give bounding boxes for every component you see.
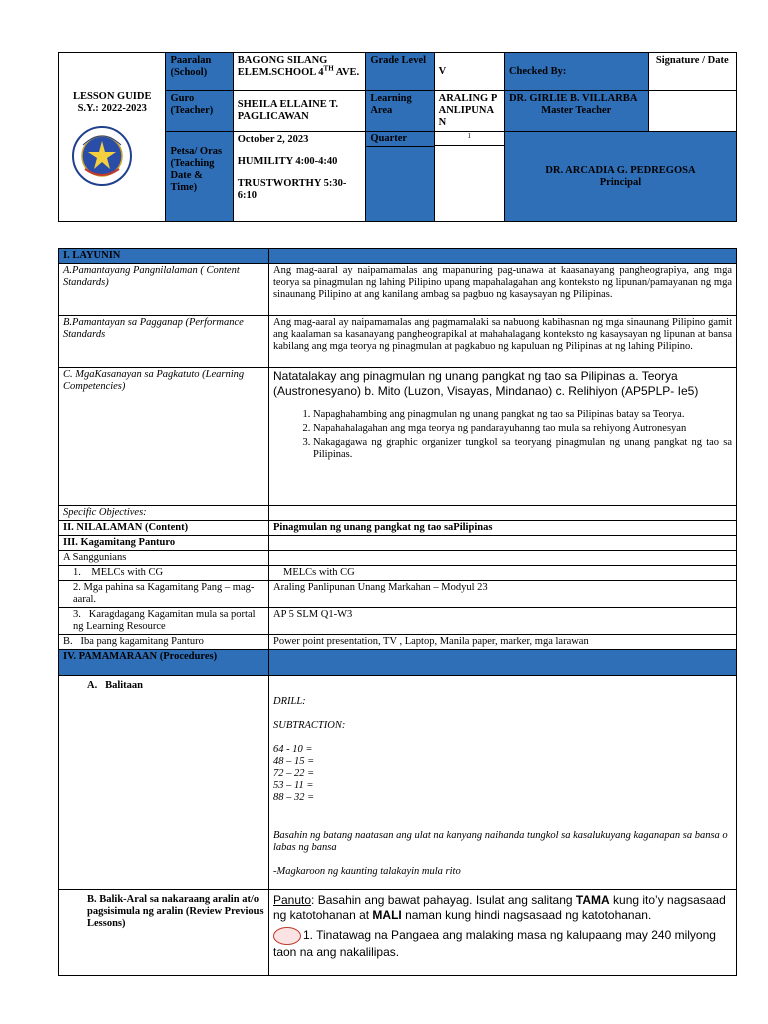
item-one: 1. Tinatawag na Pangaea ang malaking masa ng kalupaang may 240 milyong taon na ang nakalilipas.	[273, 928, 716, 959]
magkaroon-text: -Magkaroon ng kaunting talakayin mula rito	[273, 866, 461, 877]
kagamitan-label: III. Kagamitang Panturo	[59, 536, 269, 551]
lesson-guide-cell	[59, 53, 166, 222]
content-standards-text: Ang mag-aaral ay naipamamalas ang mapanuring pag-unawa at kaasanayang pangheograpiya, ang mga teorya sa pinagmulan ng lahing Pilipino upang mapahalagahan ang konteksto ng lipunan/pamayanan ng mga sinaunang Pilipino at ang kanilang ambag sa pagbuo ng kasaysayan ng Pilipinas.	[269, 264, 737, 316]
karagdagan-value: AP 5 SLM Q1-W3	[269, 608, 737, 635]
competency-text: Natatalakay ang pinagmulan ng unang pangkat ng tao sa Pilipinas a. Teorya (Austronesyano) b. Mito (Luzon, Visayas, Mindanao) c. Relihiyon (AP5PLP- Ie5)	[273, 369, 699, 398]
panuto-text: Panuto: Basahin ang bawat pahayag. Isulat ang salitang TAMA kung ito’y nagsasaad ng katotohanan at MALI naman kung hindi nagsasaad ng katotohanan.	[273, 893, 726, 922]
header-table	[58, 52, 737, 222]
lesson-guide-title: LESSON GUIDE	[72, 91, 152, 102]
checked-by-label: Checked By:	[504, 53, 648, 91]
specific-objectives-label: Specific Objectives:	[59, 506, 269, 521]
mali-word: MALI	[372, 908, 402, 922]
quarter-value: 1	[435, 132, 504, 146]
date-label: Petsa/ Oras (Teaching Date & Time)	[166, 132, 233, 222]
learning-area-label: Learning Area	[366, 91, 434, 132]
objective-item: 2. Napahahalagahan ang mga teorya ng pandarayuhanng tao mula sa rehiyong Autronesyan	[313, 423, 732, 435]
learning-competencies-label: C. MgaKasanayan sa Pagkatuto (Learning Competencies)	[59, 368, 269, 506]
learning-competencies-cell	[269, 368, 737, 506]
grade-label: Grade Level	[366, 53, 434, 91]
answer-circle-icon	[273, 927, 301, 945]
problem-item: 64 - 10 =	[273, 744, 313, 755]
basahin-text: Basahin ng batang naatasan ang ulat na kanyang naihanda tungkol sa kasalukuyang kaganapan sa bansa o labas ng bansa	[273, 830, 728, 853]
quarter-label: Quarter	[366, 132, 433, 147]
balik-aral-cell	[269, 890, 737, 976]
time-trustworthy: TRUSTWORTHY 5:30-6:10	[237, 178, 347, 201]
sanggunian-label: A Sanggunians	[59, 551, 269, 566]
pahina-value: Araling Panlipunan Unang Markahan – Modyul 23	[269, 581, 737, 608]
balik-aral-label: B. Balik-Aral sa nakaraang aralin at/o pagsisimula ng aralin (Review Previous Lessons)	[59, 890, 269, 976]
panuto-word: Panuto	[273, 893, 312, 907]
school-label: Paaralan (School)	[166, 53, 233, 91]
school-year: S.Y.: 2022-2023	[77, 103, 147, 114]
lesson-table	[58, 248, 737, 976]
quarter-label-cell	[366, 132, 434, 222]
signature-label: Signature / Date	[648, 53, 736, 91]
balitaan-cell	[269, 676, 737, 890]
pamamaraan-heading: IV. PAMAMARAAN (Procedures)	[59, 650, 269, 676]
time-humility: HUMILITY 4:00-4:40	[237, 156, 338, 167]
nilalaman-label: II. NILALAMAN (Content)	[59, 521, 269, 536]
nilalaman-value: Pinagmulan ng unang pangkat ng tao saPilipinas	[269, 521, 737, 536]
objective-item: 3. Nakagagawa ng graphic organizer tungkol sa teoryang pinagmulan ng unang pangkat ng tao sa Pilipinas.	[313, 437, 732, 461]
principal-cell	[504, 132, 736, 222]
checker-title: Master Teacher	[541, 105, 612, 116]
teacher-label: Guro (Teacher)	[166, 91, 233, 132]
iba-value: Power point presentation, TV , Laptop, Manila paper, marker, mga larawan	[269, 635, 737, 650]
principal-name: DR. ARCADIA G. PEDREGOSA	[545, 164, 696, 176]
principal-title: Principal	[599, 176, 642, 188]
objective-item: 1. Napaghahambing ang pinagmulan ng unang pangkat ng tao sa Pilipinas batay sa Teorya.	[313, 409, 732, 421]
problem-item: 88 – 32 =	[273, 792, 315, 803]
signature-cell-1	[648, 91, 736, 132]
performance-standards-label: B.Pamantayan sa Pagganap (Performance Standards	[59, 316, 269, 368]
learning-area-value: ARALING PANLIPUNAN	[434, 91, 504, 132]
date-value: October 2, 2023	[237, 134, 309, 145]
grade-value: V	[434, 53, 504, 91]
performance-standards-text: Ang mag-aaral ay naipamamalas ang pagmamalaki sa nabuong kabihasnan ng mga sinaunang Pilipino gamit ang kaalaman sa kasanayang pangheograpikal at mahahalagang konteksto ng kasaysayan ng lipunan at bansa kabilang ang mga teorya ng pinagmulan at pagkabuo ng kapuluan ng Pilipinas at ng lahing Pilipino.	[269, 316, 737, 368]
karagdagan-label: 3. Karagdagang Kagamitan mula sa portal ng Learning Resource	[59, 608, 269, 635]
school-value: BAGONG SILANG ELEM.SCHOOL 4TH AVE.	[233, 53, 366, 91]
layunin-heading: I. LAYUNIN	[59, 249, 269, 264]
iba-label: B. Iba pang kagamitang Panturo	[59, 635, 269, 650]
quarter-value-cell	[434, 132, 504, 222]
date-cell	[233, 132, 366, 222]
subtraction-label: SUBTRACTION:	[273, 720, 346, 731]
teacher-value: SHEILA ELLAINE T. PAGLICAWAN	[233, 91, 366, 132]
balitaan-label: A. Balitaan	[59, 676, 269, 890]
checker-name: DR. GIRLIE B. VILLARBA	[508, 93, 638, 104]
deped-seal-icon	[71, 125, 133, 187]
problem-item: 48 – 15 =	[273, 756, 315, 767]
problem-item: 72 – 22 =	[273, 768, 315, 779]
content-standards-label: A.Pamantayang Pangnilalaman ( Content Standards)	[59, 264, 269, 316]
pahina-label: 2. Mga pahina sa Kagamitang Pang – mag-aaral.	[59, 581, 269, 608]
tama-word: TAMA	[575, 893, 610, 907]
checker-cell	[504, 91, 648, 132]
objectives-list	[273, 409, 732, 461]
problem-item: 53 – 11 =	[273, 780, 314, 791]
melcs-label: 1. MELCs with CG	[59, 566, 269, 581]
melcs-value: MELCs with CG	[269, 566, 737, 581]
drill-label: DRILL:	[273, 696, 306, 707]
